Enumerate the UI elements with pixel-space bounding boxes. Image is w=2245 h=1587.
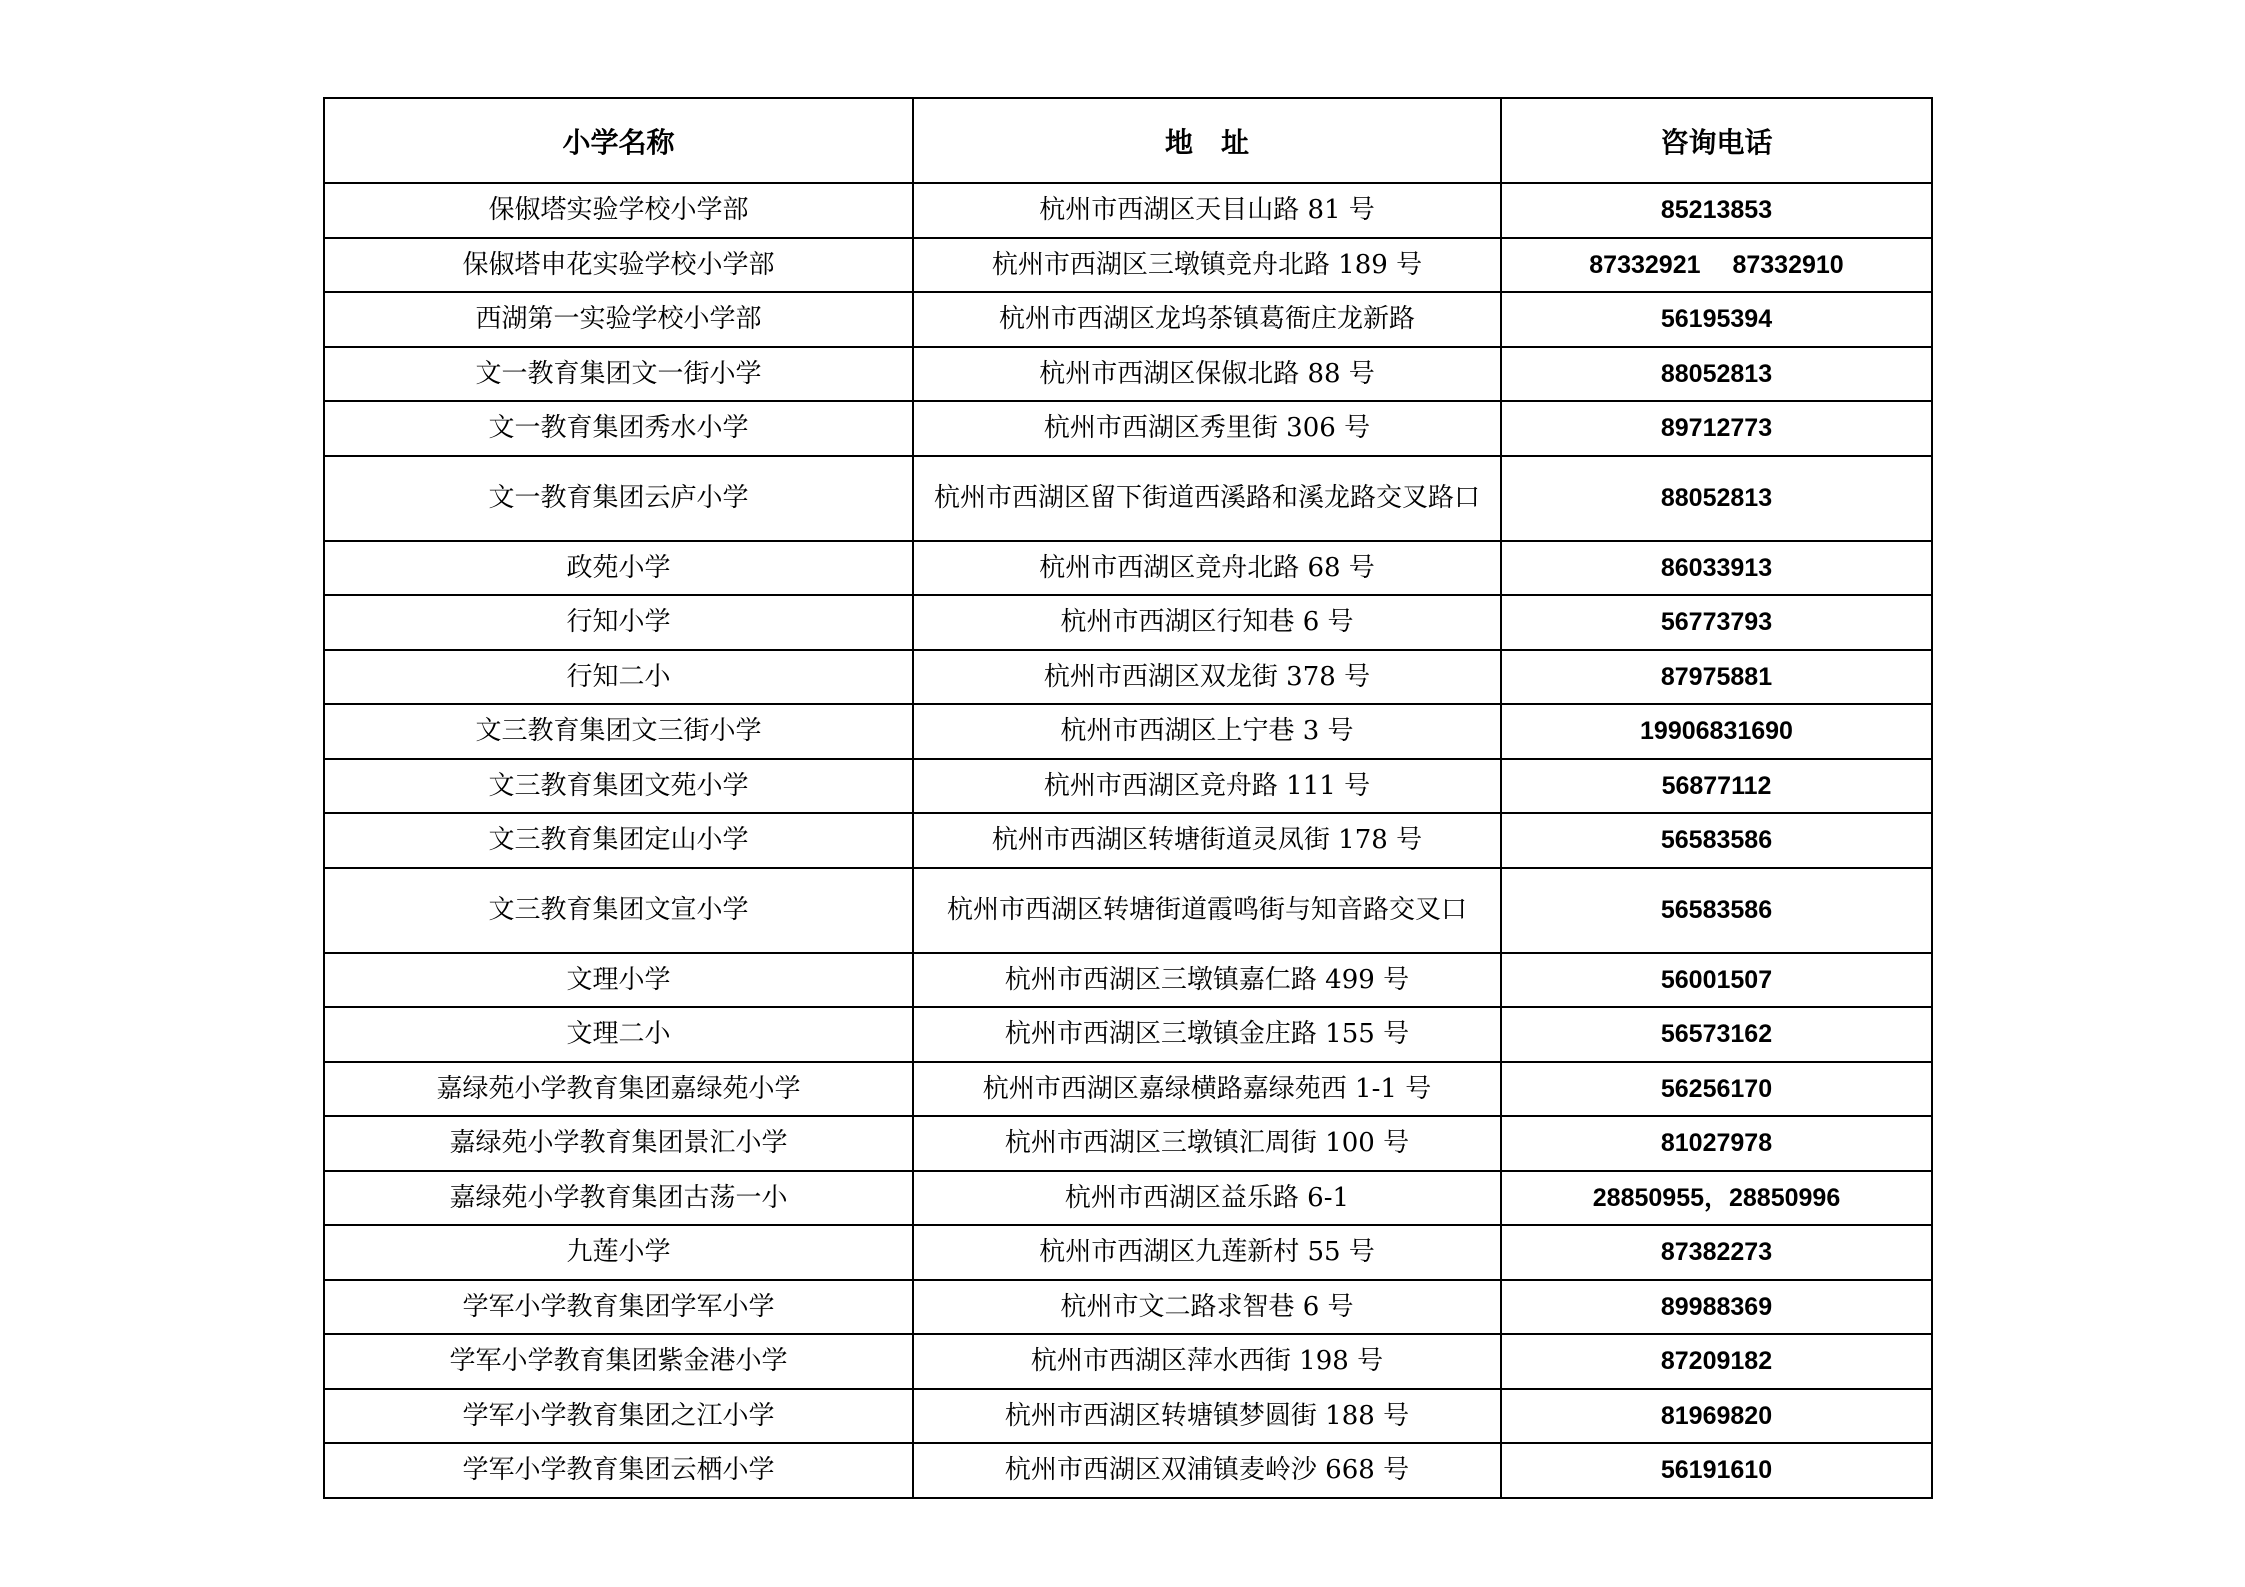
address-cell: 杭州市西湖区益乐路 6-1 xyxy=(913,1171,1501,1226)
header-address: 地 址 xyxy=(913,98,1501,183)
address-cell: 杭州市西湖区保俶北路 88 号 xyxy=(913,347,1501,402)
address-cell: 杭州市西湖区上宁巷 3 号 xyxy=(913,704,1501,759)
table-row xyxy=(324,868,1932,953)
phone-cell: 88052813 xyxy=(1501,347,1932,402)
phone-cell: 56001507 xyxy=(1501,953,1932,1008)
table-row xyxy=(324,1062,1932,1117)
table-row xyxy=(324,595,1932,650)
phone-cell: 89712773 xyxy=(1501,401,1932,456)
school-name-cell: 学军小学教育集团紫金港小学 xyxy=(324,1334,913,1389)
phone-cell: 87382273 xyxy=(1501,1225,1932,1280)
school-name-cell: 文三教育集团定山小学 xyxy=(324,813,913,868)
school-name-cell: 行知小学 xyxy=(324,595,913,650)
school-name-cell: 学军小学教育集团云栖小学 xyxy=(324,1443,913,1498)
phone-cell: 87209182 xyxy=(1501,1334,1932,1389)
table-row xyxy=(324,183,1932,238)
address-cell: 杭州市西湖区转塘镇梦圆街 188 号 xyxy=(913,1389,1501,1444)
address-cell: 杭州市西湖区三墩镇汇周街 100 号 xyxy=(913,1116,1501,1171)
table-row xyxy=(324,238,1932,293)
address-cell: 杭州市西湖区三墩镇嘉仁路 499 号 xyxy=(913,953,1501,1008)
school-name-cell: 保俶塔实验学校小学部 xyxy=(324,183,913,238)
school-name-cell: 学军小学教育集团学军小学 xyxy=(324,1280,913,1335)
school-name-cell: 文一教育集团云庐小学 xyxy=(324,456,913,541)
table-row xyxy=(324,813,1932,868)
table-row xyxy=(324,1280,1932,1335)
address-cell: 杭州市西湖区秀里街 306 号 xyxy=(913,401,1501,456)
school-name-cell: 政苑小学 xyxy=(324,541,913,596)
table-row xyxy=(324,953,1932,1008)
phone-cell: 81027978 xyxy=(1501,1116,1932,1171)
school-name-cell: 文三教育集团文三街小学 xyxy=(324,704,913,759)
phone-cell: 19906831690 xyxy=(1501,704,1932,759)
school-name-cell: 嘉绿苑小学教育集团嘉绿苑小学 xyxy=(324,1062,913,1117)
school-name-cell: 文一教育集团秀水小学 xyxy=(324,401,913,456)
school-name-cell: 保俶塔申花实验学校小学部 xyxy=(324,238,913,293)
table-row xyxy=(324,1171,1932,1226)
phone-cell: 85213853 xyxy=(1501,183,1932,238)
address-cell: 杭州市西湖区双龙街 378 号 xyxy=(913,650,1501,705)
phone-cell: 87332921 87332910 xyxy=(1501,238,1932,293)
phone-cell: 56877112 xyxy=(1501,759,1932,814)
school-name-cell: 嘉绿苑小学教育集团景汇小学 xyxy=(324,1116,913,1171)
address-cell: 杭州市西湖区转塘街道霞鸣街与知音路交叉口 xyxy=(913,868,1501,953)
address-cell: 杭州市西湖区双浦镇麦岭沙 668 号 xyxy=(913,1443,1501,1498)
address-cell: 杭州市西湖区萍水西街 198 号 xyxy=(913,1334,1501,1389)
table-row xyxy=(324,1443,1932,1498)
header-phone: 咨询电话 xyxy=(1501,98,1932,183)
phone-cell: 81969820 xyxy=(1501,1389,1932,1444)
school-name-cell: 西湖第一实验学校小学部 xyxy=(324,292,913,347)
phone-cell: 89988369 xyxy=(1501,1280,1932,1335)
table-row xyxy=(324,456,1932,541)
phone-cell: 56256170 xyxy=(1501,1062,1932,1117)
school-name-cell: 文一教育集团文一街小学 xyxy=(324,347,913,402)
table-row xyxy=(324,1389,1932,1444)
school-table xyxy=(323,97,1933,1499)
school-name-cell: 文三教育集团文苑小学 xyxy=(324,759,913,814)
address-cell: 杭州市西湖区九莲新村 55 号 xyxy=(913,1225,1501,1280)
phone-cell: 87975881 xyxy=(1501,650,1932,705)
header-row xyxy=(324,98,1932,183)
address-cell: 杭州市西湖区行知巷 6 号 xyxy=(913,595,1501,650)
table-row xyxy=(324,1225,1932,1280)
address-cell: 杭州市西湖区竞舟路 111 号 xyxy=(913,759,1501,814)
table-row xyxy=(324,347,1932,402)
school-name-cell: 文理二小 xyxy=(324,1007,913,1062)
address-cell: 杭州市西湖区天目山路 81 号 xyxy=(913,183,1501,238)
school-name-cell: 文三教育集团文宣小学 xyxy=(324,868,913,953)
school-name-cell: 文理小学 xyxy=(324,953,913,1008)
phone-cell: 56573162 xyxy=(1501,1007,1932,1062)
school-name-cell: 学军小学教育集团之江小学 xyxy=(324,1389,913,1444)
address-cell: 杭州市西湖区留下街道西溪路和溪龙路交叉路口 xyxy=(913,456,1501,541)
address-cell: 杭州市文二路求智巷 6 号 xyxy=(913,1280,1501,1335)
address-cell: 杭州市西湖区嘉绿横路嘉绿苑西 1-1 号 xyxy=(913,1062,1501,1117)
table-row xyxy=(324,759,1932,814)
table-row xyxy=(324,704,1932,759)
phone-cell: 56191610 xyxy=(1501,1443,1932,1498)
table-row xyxy=(324,1007,1932,1062)
address-cell: 杭州市西湖区龙坞茶镇葛衙庄龙新路 xyxy=(913,292,1501,347)
phone-cell: 28850955，28850996 xyxy=(1501,1171,1932,1226)
header-school-name: 小学名称 xyxy=(324,98,913,183)
table-row xyxy=(324,650,1932,705)
phone-cell: 86033913 xyxy=(1501,541,1932,596)
school-name-cell: 行知二小 xyxy=(324,650,913,705)
phone-cell: 56583586 xyxy=(1501,868,1932,953)
phone-cell: 56583586 xyxy=(1501,813,1932,868)
phone-cell: 56773793 xyxy=(1501,595,1932,650)
school-name-cell: 嘉绿苑小学教育集团古荡一小 xyxy=(324,1171,913,1226)
school-name-cell: 九莲小学 xyxy=(324,1225,913,1280)
address-cell: 杭州市西湖区转塘街道灵凤街 178 号 xyxy=(913,813,1501,868)
table-row xyxy=(324,1334,1932,1389)
address-cell: 杭州市西湖区三墩镇金庄路 155 号 xyxy=(913,1007,1501,1062)
phone-cell: 56195394 xyxy=(1501,292,1932,347)
table-row xyxy=(324,1116,1932,1171)
table-row xyxy=(324,401,1932,456)
address-cell: 杭州市西湖区三墩镇竞舟北路 189 号 xyxy=(913,238,1501,293)
table-row xyxy=(324,541,1932,596)
phone-cell: 88052813 xyxy=(1501,456,1932,541)
table-row xyxy=(324,292,1932,347)
address-cell: 杭州市西湖区竞舟北路 68 号 xyxy=(913,541,1501,596)
